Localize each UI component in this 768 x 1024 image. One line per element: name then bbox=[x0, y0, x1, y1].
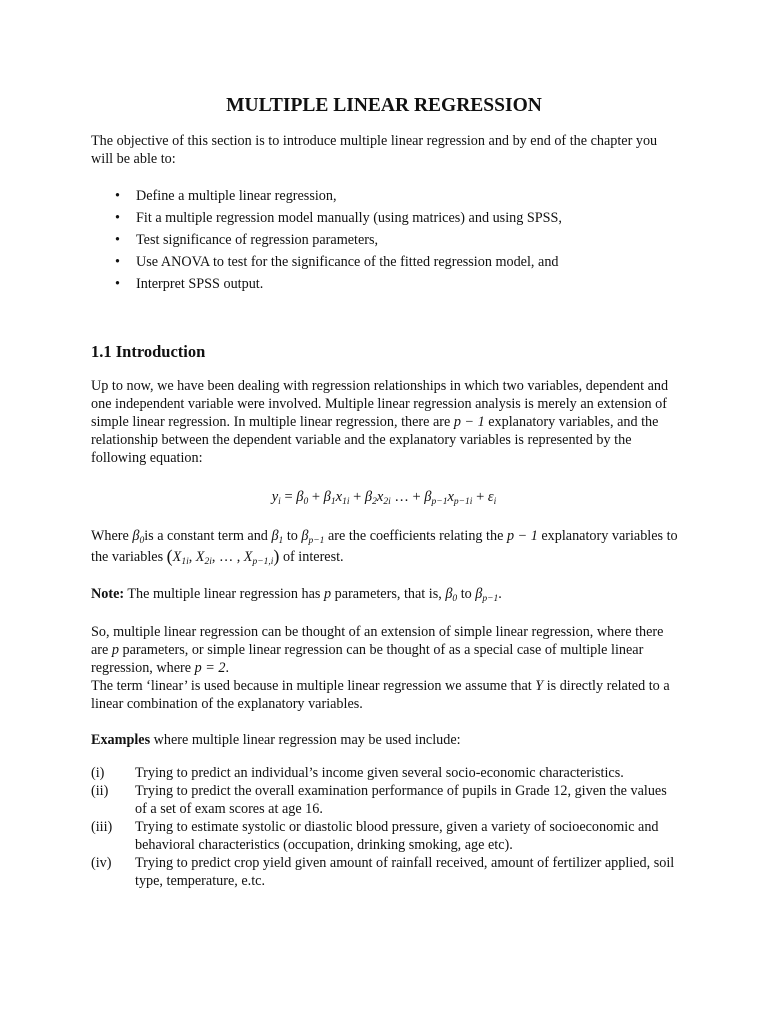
bullet-icon: • bbox=[115, 276, 120, 292]
note-paragraph: Note: The multiple linear regression has p parameters, that is, $\beta_0$ to $\beta_{p-1}$. bbox=[91, 586, 502, 604]
list-item: • Define a multiple linear regression, bbox=[91, 185, 681, 207]
objective-paragraph: The objective of this section is to introduce multiple linear regression and by end of the chapter you will be able to: bbox=[91, 133, 658, 167]
bullet-icon: • bbox=[115, 232, 120, 248]
list-item: (i) Trying to predict an individual’s income given several socio-economic characteristics. bbox=[91, 765, 624, 781]
objectives-list bbox=[91, 185, 681, 295]
list-item: (iii) Trying to estimate systolic or diastolic blood pressure, given a variety of socioeconomic and behavioral characteristics (occupation, drinking smoking, age etc). bbox=[91, 819, 659, 853]
bullet-icon: • bbox=[115, 254, 120, 270]
examples-list bbox=[91, 764, 681, 890]
bullet-icon: • bbox=[115, 188, 120, 204]
list-item: • Fit a multiple regression model manually (using matrices) and using SPSS, bbox=[91, 207, 681, 229]
list-item: • Use ANOVA to test for the significance of the fitted regression model, and bbox=[91, 251, 681, 273]
page-title: MULTIPLE LINEAR REGRESSION bbox=[226, 95, 542, 116]
list-item: (ii) Trying to predict the overall examination performance of pupils in Grade 12, given the values of a set of exam scores at age 16. bbox=[91, 783, 667, 817]
regression-equation: $y_i = \beta_0 + \beta_1x_{1i} + \beta_2x_{2i}$ … + $\beta_{p-1}x_{p-1i} + \varepsilon_i$ bbox=[271, 489, 497, 507]
introduction-paragraph: Up to now, we have been dealing with regression relationships in which two variables, dependent and one independent variable were involved. Multiple linear regression analysis is merely an extension of simple linear regression. In multiple linear regression, there are p − 1 explanatory variables, and the relationship between the dependent variable and the explanatory variables is represented by the following equation: bbox=[91, 378, 669, 466]
examples-intro: Examples where multiple linear regression may be used include: bbox=[91, 732, 461, 748]
list-item: (iv) Trying to predict crop yield given amount of rainfall received, amount of fertilizer applied, soil type, temperature, e.tc. bbox=[91, 855, 675, 889]
extension-paragraph: So, multiple linear regression can be thought of an extension of simple linear regression, where there are p parameters, or simple linear regression can be thought of as a special case of multiple linear regression, where p = 2. The term ‘linear’ is used because in multiple linear regression we assume that Y is directly related to a linear combination of the explanatory variables. bbox=[91, 624, 670, 712]
bullet-icon: • bbox=[115, 210, 120, 226]
coefficients-paragraph: Where $\beta_0is$ a constant term and $\beta_1$ to $\beta_{p-1}$ are the coefficients relating the p − 1 explanatory variables to the variables ($X_{1i}$, $X_{2i}$, … , $X_{p-1,i}$) of interest. bbox=[91, 528, 678, 567]
list-item: • Interpret SPSS output. bbox=[91, 273, 681, 295]
list-item: • Test significance of regression parameters, bbox=[91, 229, 681, 251]
section-heading: 1.1 Introduction bbox=[91, 342, 206, 361]
